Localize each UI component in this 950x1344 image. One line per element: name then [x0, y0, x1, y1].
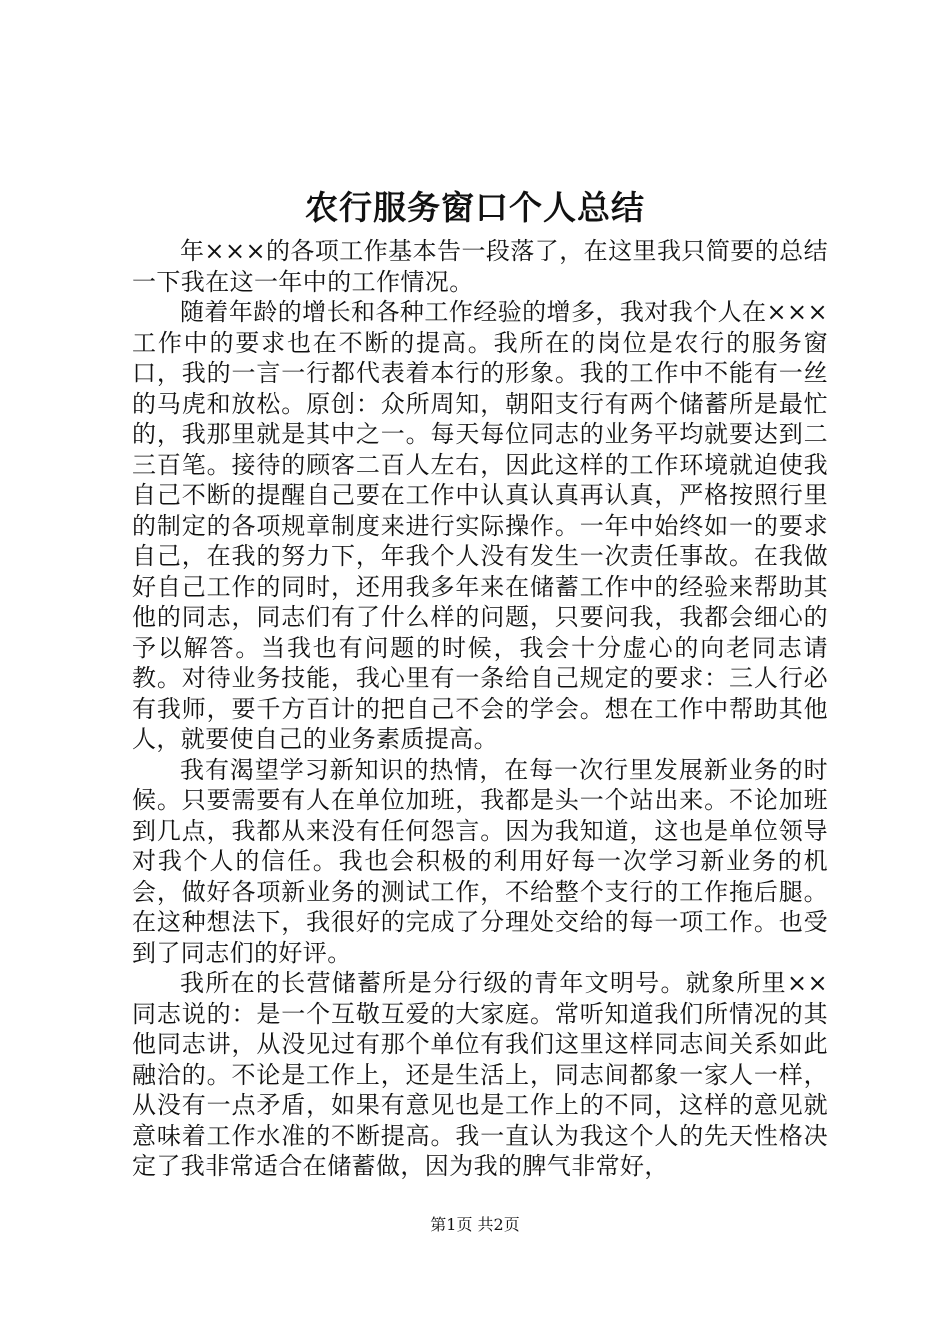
page-number-footer: 第1页 共2页: [430, 1215, 520, 1234]
document-body: [132, 236, 828, 1182]
paragraph-4: 我所在的长营储蓄所是分行级的青年文明号。就象所里××同志说的：是一个互敬互爱的大家庭。常听知道我们所情况的其他同志讲，从没见过有那个单位有我们这里这样同志间关系如此融洽的。不论是工作上，还是生活上，同志间都象一家人一样，从没有一点矛盾，如果有意见也是工作上的不同，这样的意见就意味着工作水准的不断提高。我一直认为我这个人的先天性格决定了我非常适合在储蓄做，因为我的脾气非常好，: [132, 969, 828, 1180]
paragraph-1: 年×××的各项工作基本告一段落了，在这里我只简要的总结一下我在这一年中的工作情况。: [132, 237, 828, 296]
paragraph-3: 我有渴望学习新知识的热情，在每一次行里发展新业务的时候。只要需要有人在单位加班，我都是头一个站出来。不论加班到几点，我都从来没有任何怨言。因为我知道，这也是单位领导对我个人的信任。我也会积极的利用好每一次学习新业务的机会，做好各项新业务的测试工作，不给整个支行的工作拖后腿。在这种想法下，我很好的完成了分理处交给的每一项工作。也受到了同志们的好评。: [132, 755, 828, 967]
paragraph-2: 随着年龄的增长和各种工作经验的增多，我对我个人在×××工作中的要求也在不断的提高。我所在的岗位是农行的服务窗口，我的一言一行都代表着本行的形象。我的工作中不能有一丝的马虎和放松。原创：众所周知，朝阳支行有两个储蓄所是最忙的，我那里就是其中之一。每天每位同志的业务平均就要达到二三百笔。接待的顾客二百人左右，因此这样的工作环境就迫使我自己不断的提醒自己要在工作中认真认真再认真，严格按照行里的制定的各项规章制度来进行实际操作。一年中始终如一的要求自己，在我的努力下，年我个人没有发生一次责任事故。在我做好自己工作的同时，还用我多年来在储蓄工作中的经验来帮助其他的同志，同志们有了什么样的问题，只要问我，我都会细心的予以解答。当我也有问题的时候，我会十分虚心的向老同志请教。对待业务技能，我心里有一条给自己规定的要求：三人行必有我师，要千方百计的把自己不会的学会。想在工作中帮助其他人，就要使自己的业务素质提高。: [132, 298, 828, 753]
document-title: 农行服务窗口个人总结: [305, 188, 645, 227]
